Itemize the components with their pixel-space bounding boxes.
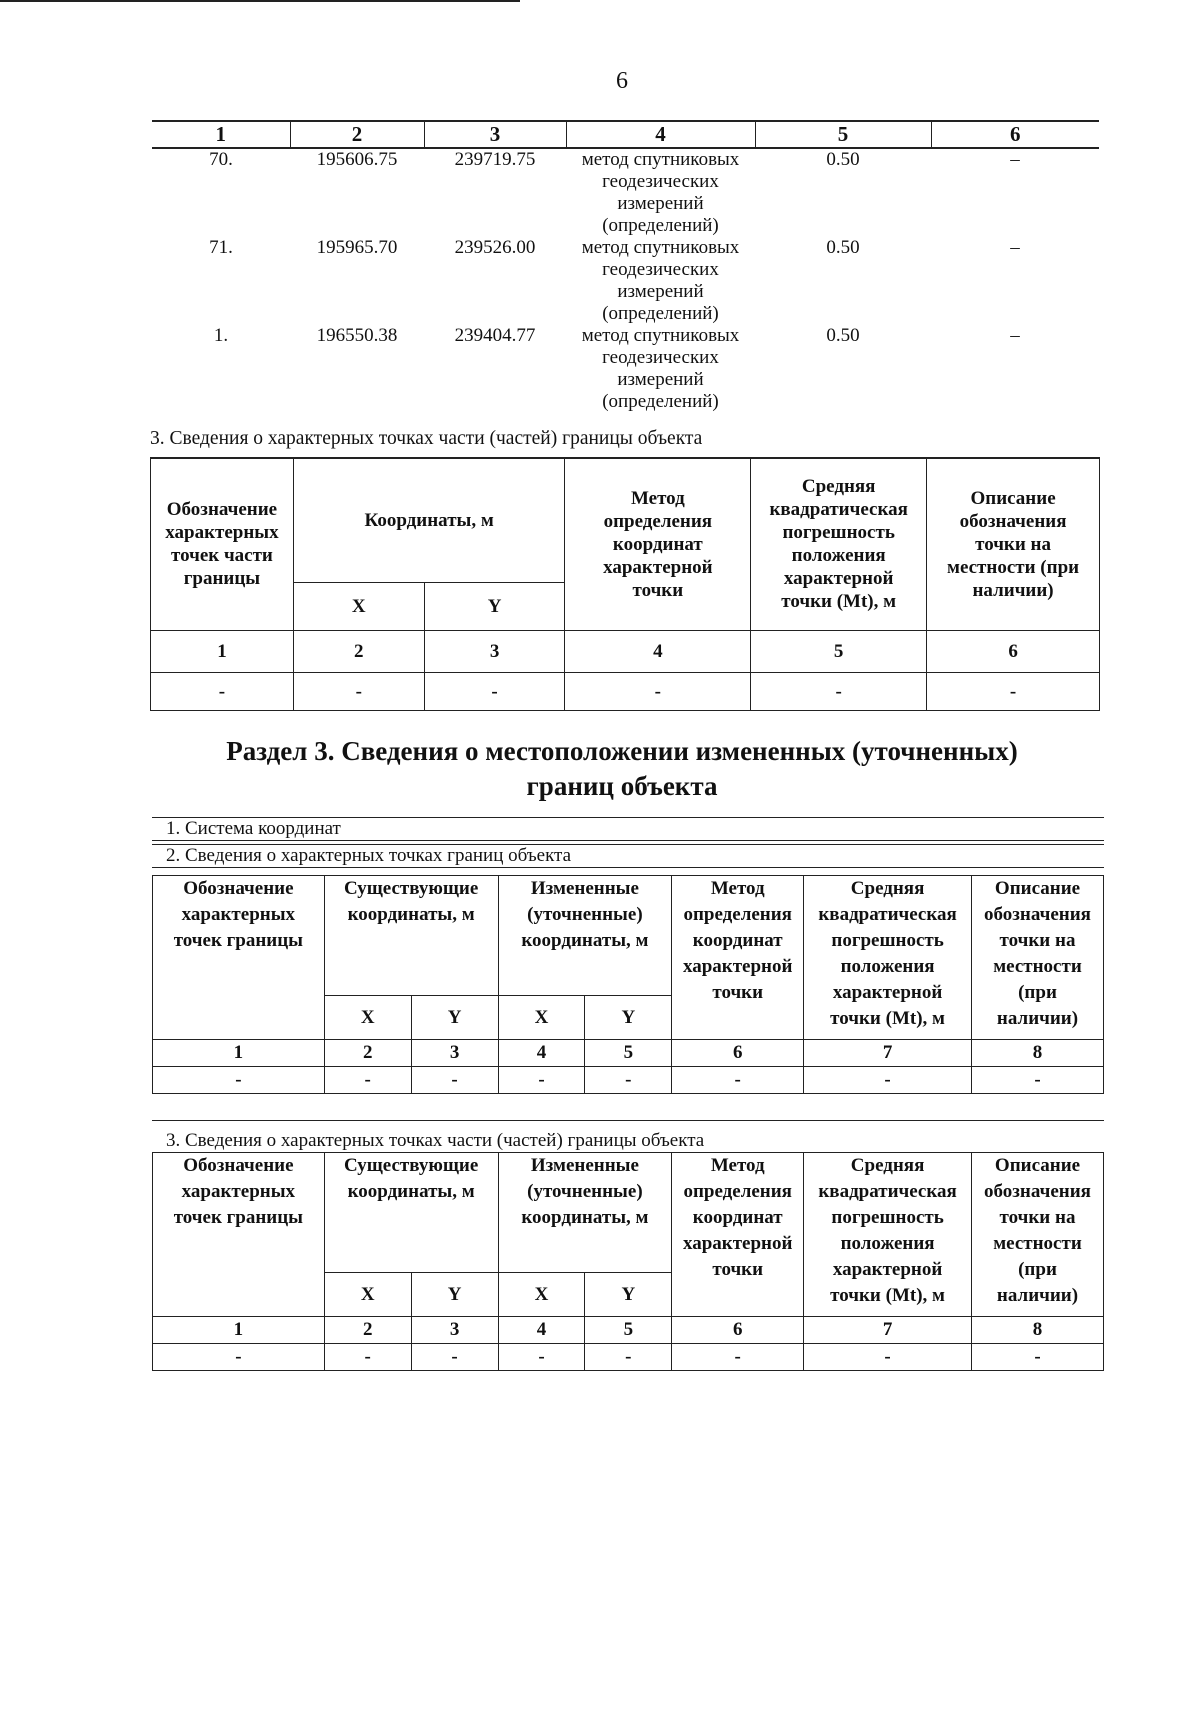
table-header-row — [152, 121, 1099, 148]
method-line: геодезических — [602, 171, 719, 192]
x-header: X — [498, 1273, 585, 1317]
accuracy-header: Средняя квадратическая погрешность положения характерной точки (Mt), м — [751, 458, 927, 630]
section3-block-1 — [152, 817, 1104, 868]
column-number: 2 — [324, 1317, 411, 1344]
designation-header: Обозначение характерных точек части границы — [151, 458, 294, 630]
method-cell — [566, 325, 755, 413]
table-row — [152, 237, 1099, 325]
empty-cell: - — [585, 1067, 672, 1094]
empty-cell: - — [927, 672, 1100, 710]
x-header: X — [324, 996, 411, 1040]
empty-cell: - — [293, 672, 424, 710]
accuracy-value: 0.50 — [826, 237, 860, 258]
description-header: Описание обозначения точки на местности (при наличии) — [927, 458, 1100, 630]
column-number: 6 — [672, 1040, 804, 1067]
y-header: Y — [424, 582, 565, 630]
column-number: 3 — [411, 1040, 498, 1067]
table-header-row — [151, 458, 1100, 582]
method-line: измерений — [617, 193, 704, 214]
x-header: X — [498, 996, 585, 1040]
column-number: 3 — [411, 1317, 498, 1344]
method-cell — [566, 237, 755, 325]
empty-cell: - — [411, 1067, 498, 1094]
column-number: 1 — [151, 630, 294, 672]
empty-cell: - — [672, 1067, 804, 1094]
description-header: Описание обозначения точки на местности (при наличии) — [972, 1153, 1104, 1317]
existing-coords-header: Существующие координаты, м — [324, 1153, 498, 1273]
accuracy-header: Средняя квадратическая погрешность положения характерной точки (Mt), м — [804, 876, 972, 1040]
column-number: 3 — [424, 630, 565, 672]
column-number: 5 — [751, 630, 927, 672]
description-header: Описание обозначения точки на местности (при наличии) — [972, 876, 1104, 1040]
table-header-row — [153, 1153, 1104, 1273]
column-number: 3 — [424, 121, 566, 148]
method-header: Метод определения координат характерной точки — [672, 1153, 804, 1317]
part-points-caption: 3. Сведения о характерных точках части (частей) границы объекта — [150, 428, 703, 449]
description-value: – — [1010, 149, 1020, 170]
point-number: 71. — [209, 237, 233, 258]
empty-cell: - — [424, 672, 565, 710]
section3-block-2 — [152, 1120, 1104, 1153]
column-number: 2 — [293, 630, 424, 672]
empty-cell: - — [972, 1067, 1104, 1094]
empty-cell: - — [498, 1344, 585, 1371]
column-number: 5 — [585, 1040, 672, 1067]
changed-part-points-table — [152, 1152, 1104, 1371]
method-line: метод спутниковых — [581, 149, 740, 170]
method-cell — [566, 148, 755, 237]
coord-system-caption: 1. Система координат — [152, 818, 1104, 841]
column-number: 2 — [324, 1040, 411, 1067]
table-row — [152, 148, 1099, 237]
description-value: – — [1010, 325, 1020, 346]
method-line: геодезических — [602, 347, 719, 368]
column-number: 7 — [804, 1317, 972, 1344]
empty-cell: - — [153, 1067, 325, 1094]
column-numbers-row — [151, 630, 1100, 672]
part-points-table — [150, 457, 1100, 711]
coord-y: 239404.77 — [454, 325, 536, 346]
method-header: Метод определения координат характерной точки — [672, 876, 804, 1040]
table-header-row — [153, 876, 1104, 996]
existing-coords-header: Существующие координаты, м — [324, 876, 498, 996]
changed-coords-header: Измененные (уточненные) координаты, м — [498, 1153, 672, 1273]
description-value: – — [1010, 237, 1020, 258]
method-line: геодезических — [602, 259, 719, 280]
changed-boundary-points-table — [152, 875, 1104, 1094]
empty-cell: - — [498, 1067, 585, 1094]
column-number: 4 — [498, 1040, 585, 1067]
method-line: (определений) — [602, 215, 719, 236]
column-number: 4 — [498, 1317, 585, 1344]
column-number: 7 — [804, 1040, 972, 1067]
method-line: метод спутниковых — [581, 325, 740, 346]
x-header: X — [293, 582, 424, 630]
table-row — [151, 672, 1100, 710]
column-number: 5 — [755, 121, 931, 148]
column-number: 8 — [972, 1317, 1104, 1344]
empty-cell: - — [324, 1067, 411, 1094]
method-line: метод спутниковых — [581, 237, 740, 258]
y-header: Y — [585, 1273, 672, 1317]
method-line: (определений) — [602, 391, 719, 412]
empty-cell: - — [672, 1344, 804, 1371]
coordinates-header: Координаты, м — [293, 458, 565, 582]
empty-cell: - — [804, 1344, 972, 1371]
method-header: Метод определения координат характерной точки — [565, 458, 751, 630]
column-number: 2 — [290, 121, 424, 148]
scan-top-line — [0, 0, 520, 2]
column-number: 5 — [585, 1317, 672, 1344]
designation-header: Обозначение характерных точек границы — [153, 876, 325, 1040]
column-number: 1 — [153, 1040, 325, 1067]
column-numbers-row — [153, 1317, 1104, 1344]
coord-x: 196550.38 — [316, 325, 398, 346]
coord-y: 239719.75 — [454, 149, 536, 170]
empty-cell: - — [751, 672, 927, 710]
column-number: 6 — [927, 630, 1100, 672]
table-row — [153, 1344, 1104, 1371]
changed-coords-header: Измененные (уточненные) координаты, м — [498, 876, 672, 996]
empty-cell: - — [972, 1344, 1104, 1371]
table-caption: 3. Сведения о характерных точках части (частей) границы объекта — [152, 1130, 1104, 1153]
column-numbers-row — [153, 1040, 1104, 1067]
column-number: 8 — [972, 1040, 1104, 1067]
empty-cell: - — [151, 672, 294, 710]
column-number: 6 — [931, 121, 1099, 148]
y-header: Y — [411, 1273, 498, 1317]
coord-x: 195965.70 — [316, 237, 398, 258]
x-header: X — [324, 1273, 411, 1317]
empty-cell: - — [153, 1344, 325, 1371]
empty-cell: - — [324, 1344, 411, 1371]
accuracy-header: Средняя квадратическая погрешность положения характерной точки (Mt), м — [804, 1153, 972, 1317]
accuracy-value: 0.50 — [826, 325, 860, 346]
column-number: 4 — [565, 630, 751, 672]
table-row — [152, 325, 1099, 413]
designation-header: Обозначение характерных точек границы — [153, 1153, 325, 1317]
table-caption: 2. Сведения о характерных точках границ объекта — [152, 844, 1104, 868]
empty-cell: - — [585, 1344, 672, 1371]
method-line: измерений — [617, 281, 704, 302]
empty-cell: - — [565, 672, 751, 710]
y-header: Y — [585, 996, 672, 1040]
empty-cell: - — [411, 1344, 498, 1371]
empty-cell: - — [804, 1067, 972, 1094]
column-number: 6 — [672, 1317, 804, 1344]
method-line: измерений — [617, 369, 704, 390]
continuation-table — [152, 120, 1099, 413]
accuracy-value: 0.50 — [826, 149, 860, 170]
section-title: Раздел 3. Сведения о местоположении измененных (уточненных) границ объекта — [226, 736, 1018, 801]
coord-x: 195606.75 — [316, 149, 398, 170]
page-number: 6 — [616, 68, 628, 94]
column-number: 4 — [566, 121, 755, 148]
point-number: 1. — [213, 325, 229, 346]
column-number: 1 — [152, 121, 290, 148]
method-line: (определений) — [602, 303, 719, 324]
column-number: 1 — [153, 1317, 325, 1344]
coord-y: 239526.00 — [454, 237, 536, 258]
y-header: Y — [411, 996, 498, 1040]
divider — [152, 1120, 1104, 1121]
point-number: 70. — [209, 149, 233, 170]
table-row — [153, 1067, 1104, 1094]
